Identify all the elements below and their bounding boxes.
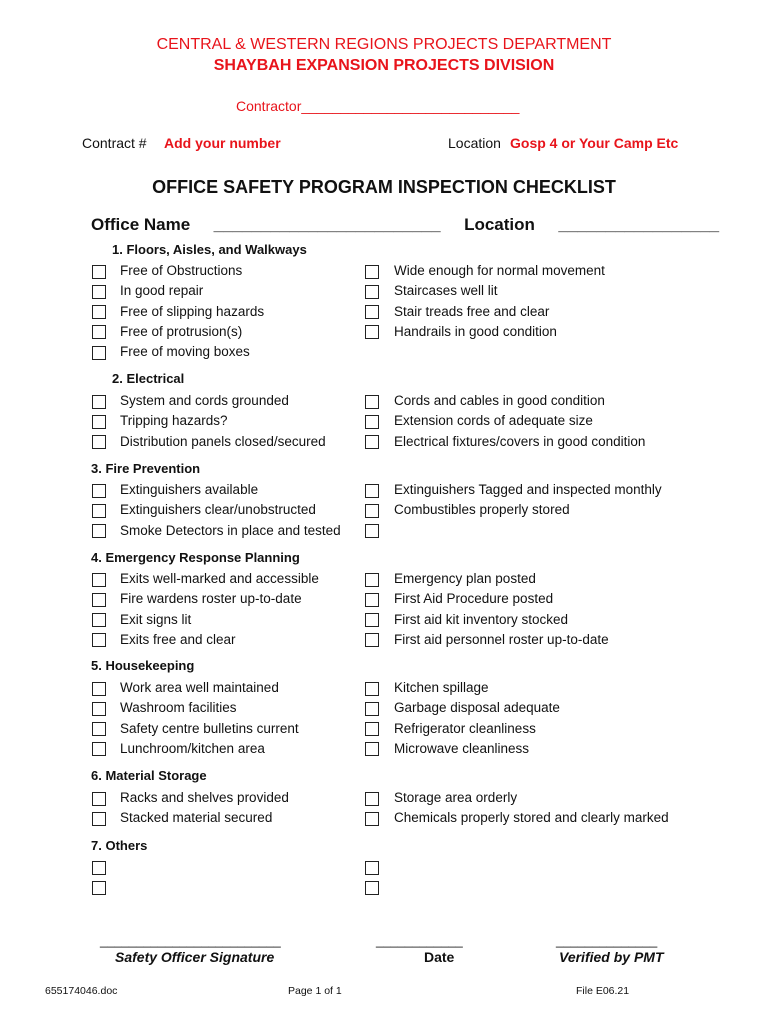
location-label: Location	[448, 135, 501, 151]
checklist-item-label: Extinguishers clear/unobstructed	[120, 502, 316, 518]
checkbox[interactable]	[365, 415, 379, 429]
checkbox[interactable]	[365, 593, 379, 607]
checkbox[interactable]	[92, 346, 106, 360]
contract-number-value: Add your number	[164, 135, 281, 151]
checklist-item-label: Free of moving boxes	[120, 344, 250, 360]
contractor-field: Contractor____________________________	[236, 98, 520, 114]
checklist-item-label: Extension cords of adequate size	[394, 413, 593, 429]
section-heading: 3. Fire Prevention	[91, 461, 201, 476]
checkbox[interactable]	[92, 573, 106, 587]
footer-filename: 655174046.doc	[45, 985, 118, 997]
checklist-item-label: Smoke Detectors in place and tested	[120, 522, 341, 538]
checkbox[interactable]	[365, 792, 379, 806]
footer-file-code: File E06.21	[576, 985, 630, 997]
checkbox[interactable]	[92, 435, 106, 449]
checkbox[interactable]	[365, 504, 379, 518]
page-title: OFFICE SAFETY PROGRAM INSPECTION CHECKLIST	[152, 177, 616, 197]
officer-signature-line: _________________________	[100, 933, 281, 948]
checklist-item-label: Combustibles properly stored	[394, 502, 570, 518]
checkbox[interactable]	[365, 573, 379, 587]
checklist-item-label: Chemicals properly stored and clearly marked	[394, 810, 669, 826]
pmt-line: ______________	[556, 933, 658, 948]
office-name-label: Office Name	[91, 215, 191, 234]
office-name-row	[91, 215, 719, 235]
checkbox[interactable]	[365, 285, 379, 299]
checklist-item-label: Refrigerator cleanliness	[394, 720, 536, 736]
division-heading: SHAYBAH EXPANSION PROJECTS DIVISION	[213, 57, 555, 74]
checklist-item-label: Exits free and clear	[120, 631, 236, 647]
checkbox[interactable]	[365, 742, 379, 756]
section-heading: 6. Material Storage	[91, 768, 207, 783]
checklist-item-label: First aid personnel roster up-to-date	[394, 631, 609, 647]
office-location-label: Location	[464, 215, 535, 234]
checkbox[interactable]	[92, 702, 106, 716]
checkbox[interactable]	[92, 593, 106, 607]
checkbox[interactable]	[365, 305, 379, 319]
checkbox[interactable]	[92, 484, 106, 498]
checklist-item-label: Work area well maintained	[120, 680, 279, 695]
checklist-item-label: System and cords grounded	[120, 393, 289, 408]
checklist-item-label: Extinguishers Tagged and inspected monthly	[394, 482, 662, 497]
checklist-item-label: Safety centre bulletins current	[120, 720, 299, 736]
checkbox[interactable]	[365, 395, 379, 409]
checklist-item-label: Tripping hazards?	[120, 413, 228, 429]
office-name-blank: ________________________	[213, 215, 441, 234]
checklist-item-label: Washroom facilities	[120, 700, 237, 716]
checklist-item-label: First Aid Procedure posted	[394, 591, 554, 607]
date-line: ____________	[376, 933, 463, 948]
section-heading: 4. Emergency Response Planning	[91, 550, 300, 565]
checkbox[interactable]	[92, 792, 106, 806]
checklist-item-label: Electrical fixtures/covers in good condition	[394, 433, 646, 449]
checkbox[interactable]	[92, 524, 106, 538]
section-heading: 2. Electrical	[112, 371, 185, 386]
contract-number-label: Contract #	[82, 135, 147, 151]
officer-signature-label: Safety Officer Signature	[115, 949, 275, 965]
checklist-item-label: Cords and cables in good condition	[394, 393, 605, 408]
checklist-item-label: Exits well-marked and accessible	[120, 571, 319, 586]
checklist-item-label: Stair treads free and clear	[394, 303, 550, 319]
checkbox[interactable]	[92, 415, 106, 429]
pmt-label: Verified by PMT	[559, 949, 664, 965]
checklist-item-label: Handrails in good condition	[394, 323, 557, 339]
checkbox[interactable]	[92, 742, 106, 756]
checkbox[interactable]	[365, 881, 379, 895]
checkbox[interactable]	[92, 504, 106, 518]
checklist-item-label: Storage area orderly	[394, 790, 518, 805]
checkbox[interactable]	[365, 722, 379, 736]
checklist-item-label: Stacked material secured	[120, 810, 273, 826]
checkbox[interactable]	[92, 881, 106, 895]
checklist-item-label: Garbage disposal adequate	[394, 700, 560, 716]
checklist-item-label: Racks and shelves provided	[120, 790, 289, 805]
checkbox[interactable]	[365, 633, 379, 647]
checkbox[interactable]	[365, 613, 379, 627]
checkbox[interactable]	[365, 861, 379, 875]
section-heading: 5. Housekeeping	[91, 658, 195, 673]
checkbox[interactable]	[365, 812, 379, 826]
checklist-item-label: Free of Obstructions	[120, 263, 243, 278]
checklist-item-label: Fire wardens roster up-to-date	[120, 591, 302, 607]
date-label: Date	[424, 949, 455, 965]
checklist-item-label: Kitchen spillage	[394, 680, 489, 695]
section-heading: 1. Floors, Aisles, and Walkways	[112, 242, 307, 257]
checklist-item-label: Extinguishers available	[120, 482, 259, 497]
checklist-item-label: Distribution panels closed/secured	[120, 433, 326, 449]
checklist-item-label: Emergency plan posted	[394, 571, 536, 586]
checklist-item-label: Microwave cleanliness	[394, 740, 530, 756]
office-location-blank: _________________	[558, 215, 720, 234]
checkbox[interactable]	[92, 812, 106, 826]
checkbox[interactable]	[92, 395, 106, 409]
footer-page: Page 1 of 1	[288, 985, 342, 997]
location-value: Gosp 4 or Your Camp Etc	[510, 135, 679, 151]
checkbox[interactable]	[92, 325, 106, 339]
checkbox[interactable]	[365, 524, 379, 538]
checklist-item-label: In good repair	[120, 283, 204, 299]
checkbox[interactable]	[92, 682, 106, 696]
checklist-item-label: Staircases well lit	[394, 283, 498, 299]
checklist-item-label: Wide enough for normal movement	[394, 263, 605, 278]
checkbox[interactable]	[365, 484, 379, 498]
section-heading: 7. Others	[91, 838, 148, 853]
department-heading: CENTRAL & WESTERN REGIONS PROJECTS DEPARTMENT	[156, 36, 612, 53]
checklist-item-label: First aid kit inventory stocked	[394, 611, 569, 627]
checklist-item-label: Free of slipping hazards	[120, 303, 265, 319]
checkbox[interactable]	[365, 702, 379, 716]
checkbox[interactable]	[365, 435, 379, 449]
checkbox[interactable]	[92, 633, 106, 647]
checklist-item-label: Free of protrusion(s)	[120, 323, 243, 339]
checkbox[interactable]	[92, 613, 106, 627]
checkbox[interactable]	[92, 285, 106, 299]
checkbox[interactable]	[92, 265, 106, 279]
checkbox[interactable]	[92, 305, 106, 319]
checkbox[interactable]	[365, 682, 379, 696]
checklist-item-label: Exit signs lit	[120, 611, 192, 627]
checkbox[interactable]	[92, 861, 106, 875]
checkbox[interactable]	[92, 722, 106, 736]
checkbox[interactable]	[365, 265, 379, 279]
checkbox[interactable]	[365, 325, 379, 339]
checklist-item-label: Lunchroom/kitchen area	[120, 740, 265, 756]
